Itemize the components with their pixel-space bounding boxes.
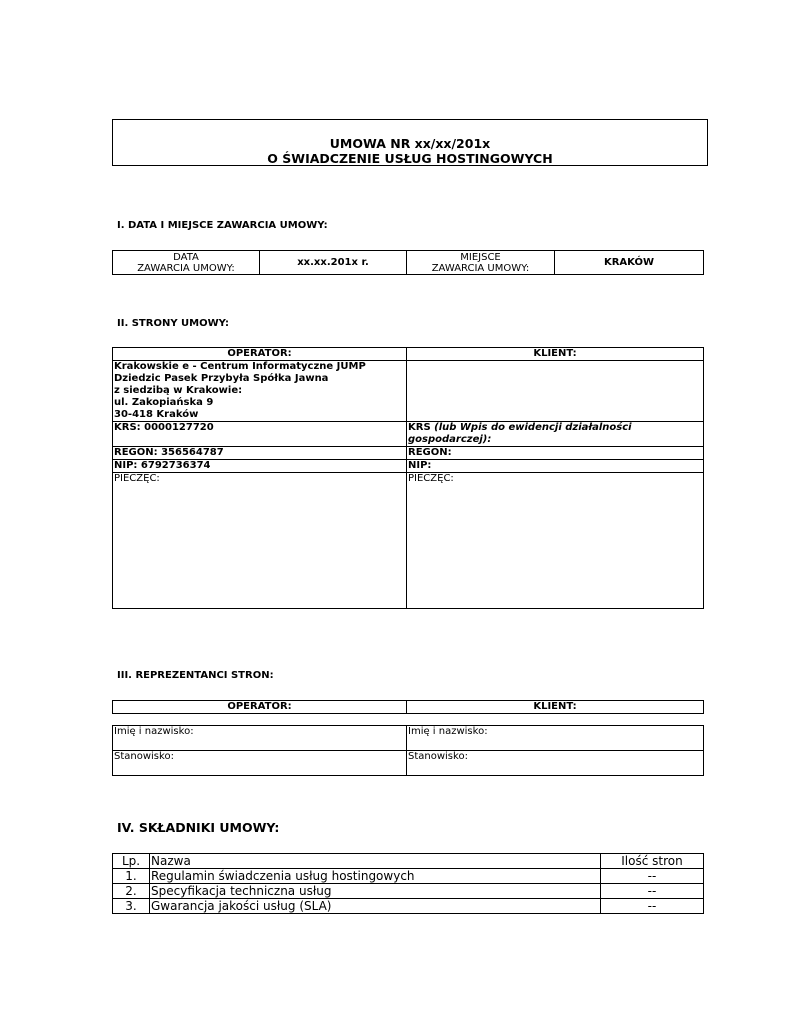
client-krs [407,422,704,447]
table-row [113,899,704,914]
date-label-line1: DATA [173,251,199,263]
client-header: KLIENT: [407,348,704,361]
row-pages: -- [601,899,704,914]
col-name-header: Nazwa [150,854,601,869]
col-pages-header: Ilość stron [601,854,704,869]
table-header-row [113,854,704,869]
row-lp: 3. [113,899,150,914]
date-label-line2: ZAWARCIA UMOWY: [137,262,235,274]
operator-address-line: z siedzibą w Krakowie: [114,385,243,396]
rep-client-name-label: Imię i nazwisko: [407,726,704,751]
place-label [407,251,555,275]
place-label-line1: MIEJSCE [460,251,501,263]
row-name: Regulamin świadczenia usług hostingowych [150,869,601,884]
contract-subtitle: O ŚWIADCZENIE USŁUG HOSTINGOWYCH [267,151,553,166]
operator-nip: NIP: 6792736374 [113,460,407,473]
section-4-heading: IV. SKŁADNIKI UMOWY: [117,820,280,835]
row-name: Specyfikacja techniczna usług [150,884,601,899]
place-label-line2: ZAWARCIA UMOWY: [431,262,530,274]
client-regon: REGON: [407,447,704,460]
representatives-table [112,725,704,776]
operator-address-line: Dziedzic Pasek Przybyła Spółka Jawna [114,373,329,384]
table-row [113,884,704,899]
operator-header: OPERATOR: [113,348,407,361]
rep-client-header: KLIENT: [407,701,704,714]
client-address [407,361,704,422]
contract-title: UMOWA NR xx/xx/201x [329,136,491,151]
operator-address-line: ul. Zakopiańska 9 [114,397,214,408]
date-place-table [112,250,704,275]
row-lp: 1. [113,869,150,884]
contract-title-box [112,119,708,166]
rep-client-position-label: Stanowisko: [407,751,704,776]
client-krs-note: (lub Wpis do ewidencji działalności gospodarczej): [408,422,632,445]
row-name: Gwarancja jakości usług (SLA) [150,899,601,914]
client-stamp: PIECZĘĆ: [407,473,704,609]
section-2-heading: II. STRONY UMOWY: [117,318,230,329]
place-value: KRAKÓW [555,251,704,275]
rep-operator-position-label: Stanowisko: [113,751,407,776]
client-krs-prefix: KRS [408,422,435,433]
operator-krs: KRS: 0000127720 [113,422,407,447]
components-table [112,853,704,914]
parties-table [112,347,704,609]
section-1-heading: I. DATA I MIEJSCE ZAWARCIA UMOWY: [117,220,328,231]
date-label [113,251,260,275]
operator-address [113,361,407,422]
rep-operator-name-label: Imię i nazwisko: [113,726,407,751]
rep-operator-header: OPERATOR: [113,701,407,714]
operator-stamp: PIECZĘĆ: [113,473,407,609]
representatives-header-table [112,700,704,714]
row-pages: -- [601,884,704,899]
operator-address-line: 30-418 Kraków [114,409,199,420]
operator-regon: REGON: 356564787 [113,447,407,460]
col-lp-header: Lp. [113,854,150,869]
row-pages: -- [601,869,704,884]
row-lp: 2. [113,884,150,899]
table-row [113,869,704,884]
section-3-heading: III. REPREZENTANCI STRON: [117,670,274,681]
client-nip: NIP: [407,460,704,473]
date-value: xx.xx.201x r. [260,251,407,275]
operator-address-line: Krakowskie e - Centrum Informatyczne JUMP [114,361,366,372]
